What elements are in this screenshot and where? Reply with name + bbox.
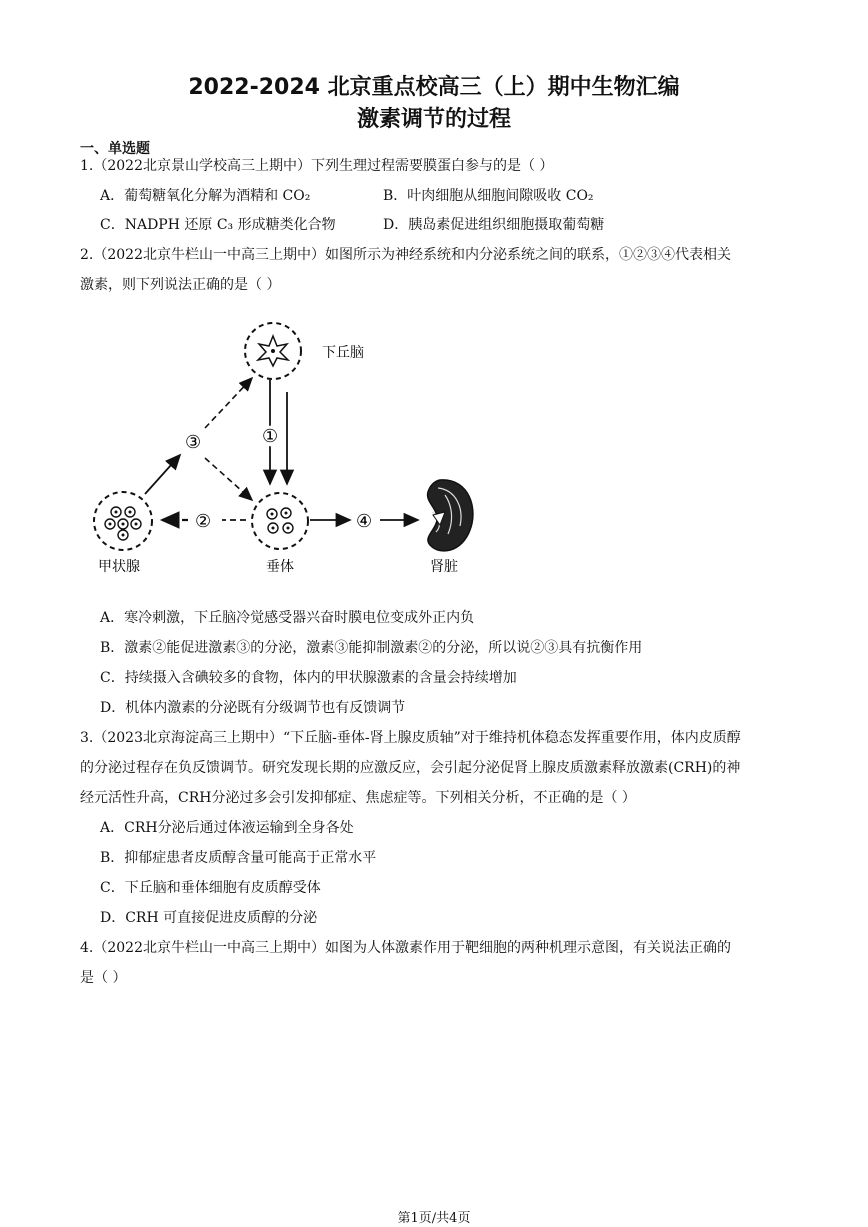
hormone-4-label: ④ (356, 511, 373, 532)
hormone-2-label: ② (195, 511, 212, 532)
label-hypothalamus: 下丘脑 (322, 345, 364, 361)
label-kidney: 肾脏 (430, 559, 458, 575)
document-title: 2022-2024 北京重点校高三（上）期中生物汇编 (188, 75, 680, 100)
q3-stem-line1: 3.（2023北京海淀高三上期中）“下丘脑-垂体-肾上腺皮质轴”对于维持机体稳态发挥重要作用，体内皮质醇 (80, 730, 741, 746)
q3-option-b: B．抑郁症患者皮质醇含量可能高于正常水平 (100, 850, 377, 866)
label-pituitary: 垂体 (266, 559, 294, 575)
q1-option-b: B．叶肉细胞从细胞间隙吸收 CO₂ (383, 188, 594, 204)
q1-option-a: A．葡萄糖氧化分解为酒精和 CO₂ (100, 188, 311, 204)
hormone-3-label: ③ (185, 432, 202, 453)
q3-stem-line2: 的分泌过程存在负反馈调节。研究发现长期的应激反应，会引起分泌促肾上腺皮质激素释放激素(CRH)的神 (80, 760, 741, 776)
page-number: 第1页/共4页 (397, 1211, 471, 1226)
label-thyroid: 甲状腺 (98, 559, 140, 575)
q2-stem-line1: 2.（2022北京牛栏山一中高三上期中）如图所示为神经系统和内分泌系统之间的联系，①②③④代表相关 (80, 247, 731, 263)
q4-stem-line1: 4.（2022北京牛栏山一中高三上期中）如图为人体激素作用于靶细胞的两种机理示意图，有关说法正确的 (80, 940, 731, 956)
q2-option-a: A．寒冷刺激，下丘脑冷觉感受器兴奋时膜电位变成外正内负 (100, 610, 475, 626)
q3-stem-line3: 经元活性升高，CRH分泌过多会引发抑郁症、焦虑症等。下列相关分析，不正确的是（ ） (80, 790, 636, 806)
q1-option-d: D．胰岛素促进组织细胞摄取葡萄糖 (383, 217, 605, 233)
document-subtitle: 激素调节的过程 (356, 107, 511, 132)
feedback-arrow-pituitary (205, 458, 252, 500)
hypothalamus-node (245, 323, 301, 379)
endocrine-diagram (0, 0, 868, 600)
q4-stem-line2: 是（ ） (80, 970, 127, 986)
hormone-1-label: ① (262, 426, 279, 447)
q2-option-d: D．机体内激素的分泌既有分级调节也有反馈调节 (100, 700, 406, 716)
q2-stem-line2: 激素，则下列说法正确的是（ ） (80, 277, 281, 293)
arrow-thyroid-hormone3 (145, 455, 180, 494)
q2-option-b: B．激素②能促进激素③的分泌，激素③能抑制激素②的分泌，所以说②③具有抗衡作用 (100, 640, 643, 656)
section-heading: 一、单选题 (80, 141, 150, 157)
q2-option-c: C．持续摄入含碘较多的食物，体内的甲状腺激素的含量会持续增加 (100, 670, 517, 686)
pituitary-node (252, 493, 308, 549)
q1-stem: 1.（2022北京景山学校高三上期中）下列生理过程需要膜蛋白参与的是（ ） (80, 158, 554, 174)
q3-option-c: C．下丘脑和垂体细胞有皮质醇受体 (100, 880, 321, 896)
q3-option-a: A．CRH分泌后通过体液运输到全身各处 (100, 820, 354, 836)
thyroid-node (94, 492, 152, 550)
q1-option-c: C．NADPH 还原 C₃ 形成糖类化合物 (100, 217, 336, 233)
feedback-arrow-hypothalamus (205, 378, 252, 428)
q3-option-d: D．CRH 可直接促进皮质醇的分泌 (100, 910, 318, 926)
kidney-icon (428, 480, 473, 551)
